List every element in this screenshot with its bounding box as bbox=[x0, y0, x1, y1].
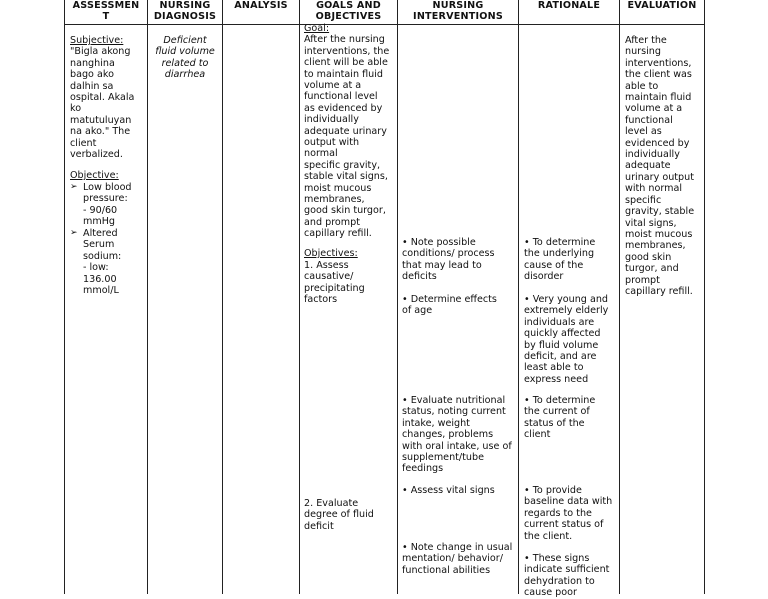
rationale-item: • To determine the underlying cause of the disorder bbox=[524, 237, 596, 283]
goal-label: Goal: bbox=[304, 23, 330, 34]
objectives-label: Objectives: bbox=[304, 248, 358, 259]
column-divider bbox=[619, 0, 620, 594]
header-nursing-diagnosis: NURSING DIAGNOSIS bbox=[153, 0, 217, 22]
arrow-bullet-icon: ➢ bbox=[70, 182, 78, 192]
objective-2: 2. Evaluate degree of fluid deficit bbox=[304, 498, 374, 532]
rationale-item: • Very young and extremely elderly individuals are quickly affected by fluid volume deficit, and are least able to express need bbox=[524, 294, 609, 385]
intervention-item: • Determine effects of age bbox=[402, 294, 497, 317]
intervention-item: • Assess vital signs bbox=[402, 485, 495, 496]
rationale-item: • These signs indicate sufficient dehydration to cause poor bbox=[524, 553, 610, 599]
intervention-item: • Note possible conditions/ process that may lead to deficits bbox=[402, 237, 495, 283]
header-goals-objectives: GOALS AND OBJECTIVES bbox=[315, 0, 382, 22]
column-divider bbox=[518, 0, 519, 594]
objective-item-blood-pressure: Low blood pressure: - 90/60 mmHg bbox=[83, 182, 132, 228]
objective-label: Objective: bbox=[70, 170, 119, 181]
arrow-bullet-icon: ➢ bbox=[70, 228, 78, 238]
column-divider bbox=[147, 0, 148, 594]
column-divider bbox=[299, 0, 300, 594]
header-nursing-interventions: NURSING INTERVENTIONS bbox=[413, 0, 503, 22]
column-divider bbox=[397, 0, 398, 594]
table-border-left bbox=[64, 0, 65, 594]
rationale-item: • To provide baseline data with regards to the current status of the client. bbox=[524, 485, 613, 542]
intervention-item: • Evaluate nutritional status, noting current intake, weight changes, problems with oral intake, use of supplement/tube feedings bbox=[402, 395, 512, 475]
intervention-item: • Note change in usual mentation/ behavior/ functional abilities bbox=[402, 542, 513, 576]
table-border-right bbox=[704, 0, 705, 594]
header-assessment: ASSESSMEN T bbox=[72, 0, 140, 22]
nursing-diagnosis-text: Deficient fluid volume related to diarrhea bbox=[155, 35, 215, 81]
evaluation-text: After the nursing interventions, the client was able to maintain fluid volume at a functional level as evidenced by individually adequate urinary output with normal specific gravity, stable vital signs, moist mucous membranes, good skin turgor, and prompt capillary refill. bbox=[625, 35, 695, 297]
subjective-statement: "Bigla akong nanghina bago ako dalhin sa ospital. Akala ko matutuluyan na ako." The client verbalized. bbox=[70, 46, 135, 161]
objective-1: 1. Assess causative/ precipitating factors bbox=[304, 260, 365, 306]
header-analysis: ANALYSIS bbox=[234, 0, 288, 11]
goal-statement: After the nursing interventions, the client will be able to maintain fluid volume at a functional level as evidenced by individually adequate urinary output with normal specific gravity, stable vital signs, moist mucous membranes, good skin turgor, and prompt capillary refill. bbox=[304, 34, 390, 240]
rationale-item: • To determine the current of status of the client bbox=[524, 395, 596, 441]
header-row-divider bbox=[64, 24, 705, 25]
column-divider bbox=[222, 0, 223, 594]
header-rationale: RATIONALE bbox=[537, 0, 601, 11]
objective-item-serum-sodium: Altered Serum sodium: - low: 136.00 mmol/L bbox=[83, 228, 122, 297]
subjective-label: Subjective: bbox=[70, 35, 124, 46]
header-evaluation: EVALUATION bbox=[627, 0, 697, 11]
